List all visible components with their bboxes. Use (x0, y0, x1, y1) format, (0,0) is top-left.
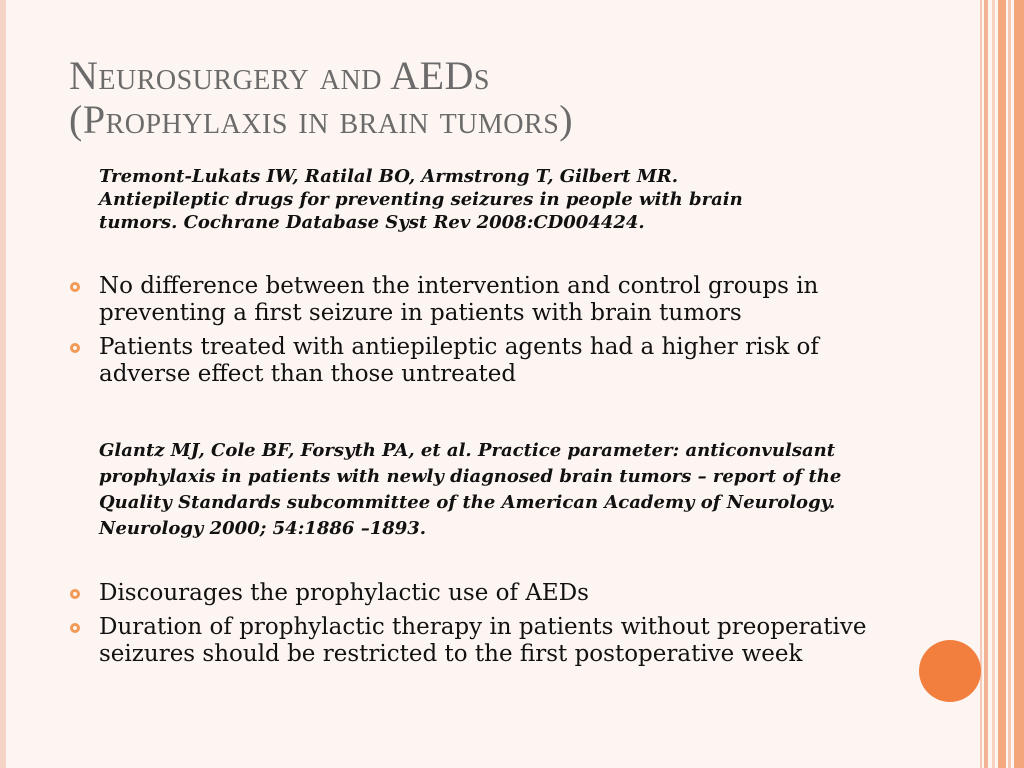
bullet-line: Discourages the prophylactic use of AEDs (99, 580, 589, 606)
reference-glantz (99, 438, 919, 542)
bullet-line: No difference between the intervention and control groups in (99, 273, 819, 299)
bullet-list-recommendations (6, 580, 866, 675)
bullet-line: preventing a first seizure in patients with brain tumors (99, 300, 742, 326)
bullet-list-findings (6, 273, 819, 395)
bullet-marker-icon (70, 282, 80, 292)
stripe (992, 0, 995, 768)
reference-line: Glantz MJ, Cole BF, Forsyth PA, et al. Practice parameter: anticonvulsant (99, 440, 836, 461)
stripe (980, 0, 982, 768)
bullet-item (6, 580, 866, 607)
stripe (998, 0, 1006, 768)
reference-line: prophylaxis in patients with newly diagnosed brain tumors – report of the (99, 466, 842, 487)
decorative-stripes (980, 0, 1024, 768)
bullet-marker-icon (70, 589, 80, 599)
bullet-item (6, 334, 819, 388)
reference-tremont-lukats (99, 165, 859, 234)
slide-title (69, 54, 573, 142)
stripe (984, 0, 988, 768)
reference-line: Quality Standards subcommittee of the American Academy of Neurology. (99, 492, 836, 513)
bullet-line: seizures should be restricted to the first postoperative week (99, 641, 803, 667)
reference-line: Tremont-Lukats IW, Ratilal BO, Armstrong T, Gilbert MR. (99, 166, 679, 187)
bullet-line: Patients treated with antiepileptic agents had a higher risk of (99, 334, 819, 360)
stripe (1014, 0, 1024, 768)
bullet-item (6, 614, 866, 668)
bullet-text (6, 273, 819, 327)
reference-line: Antiepileptic drugs for preventing seizures in people with brain (99, 189, 743, 210)
bullet-text (6, 580, 866, 607)
bullet-text (6, 334, 819, 388)
bullet-marker-icon (70, 343, 80, 353)
bullet-line: adverse effect than those untreated (99, 361, 517, 387)
title-line: Neurosurgery and AEDs (69, 53, 490, 98)
bullet-item (6, 273, 819, 327)
reference-line: Neurology 2000; 54:1886 –1893. (99, 518, 427, 539)
reference-line: tumors. Cochrane Database Syst Rev 2008:CD004424. (99, 212, 645, 233)
bullet-text (6, 614, 866, 668)
title-line: (Prophylaxis in brain tumors) (69, 97, 574, 142)
bullet-marker-icon (70, 623, 80, 633)
stripe (1008, 0, 1011, 768)
decorative-orange-circle (919, 640, 981, 702)
bullet-line: Duration of prophylactic therapy in patients without preoperative (99, 614, 867, 640)
